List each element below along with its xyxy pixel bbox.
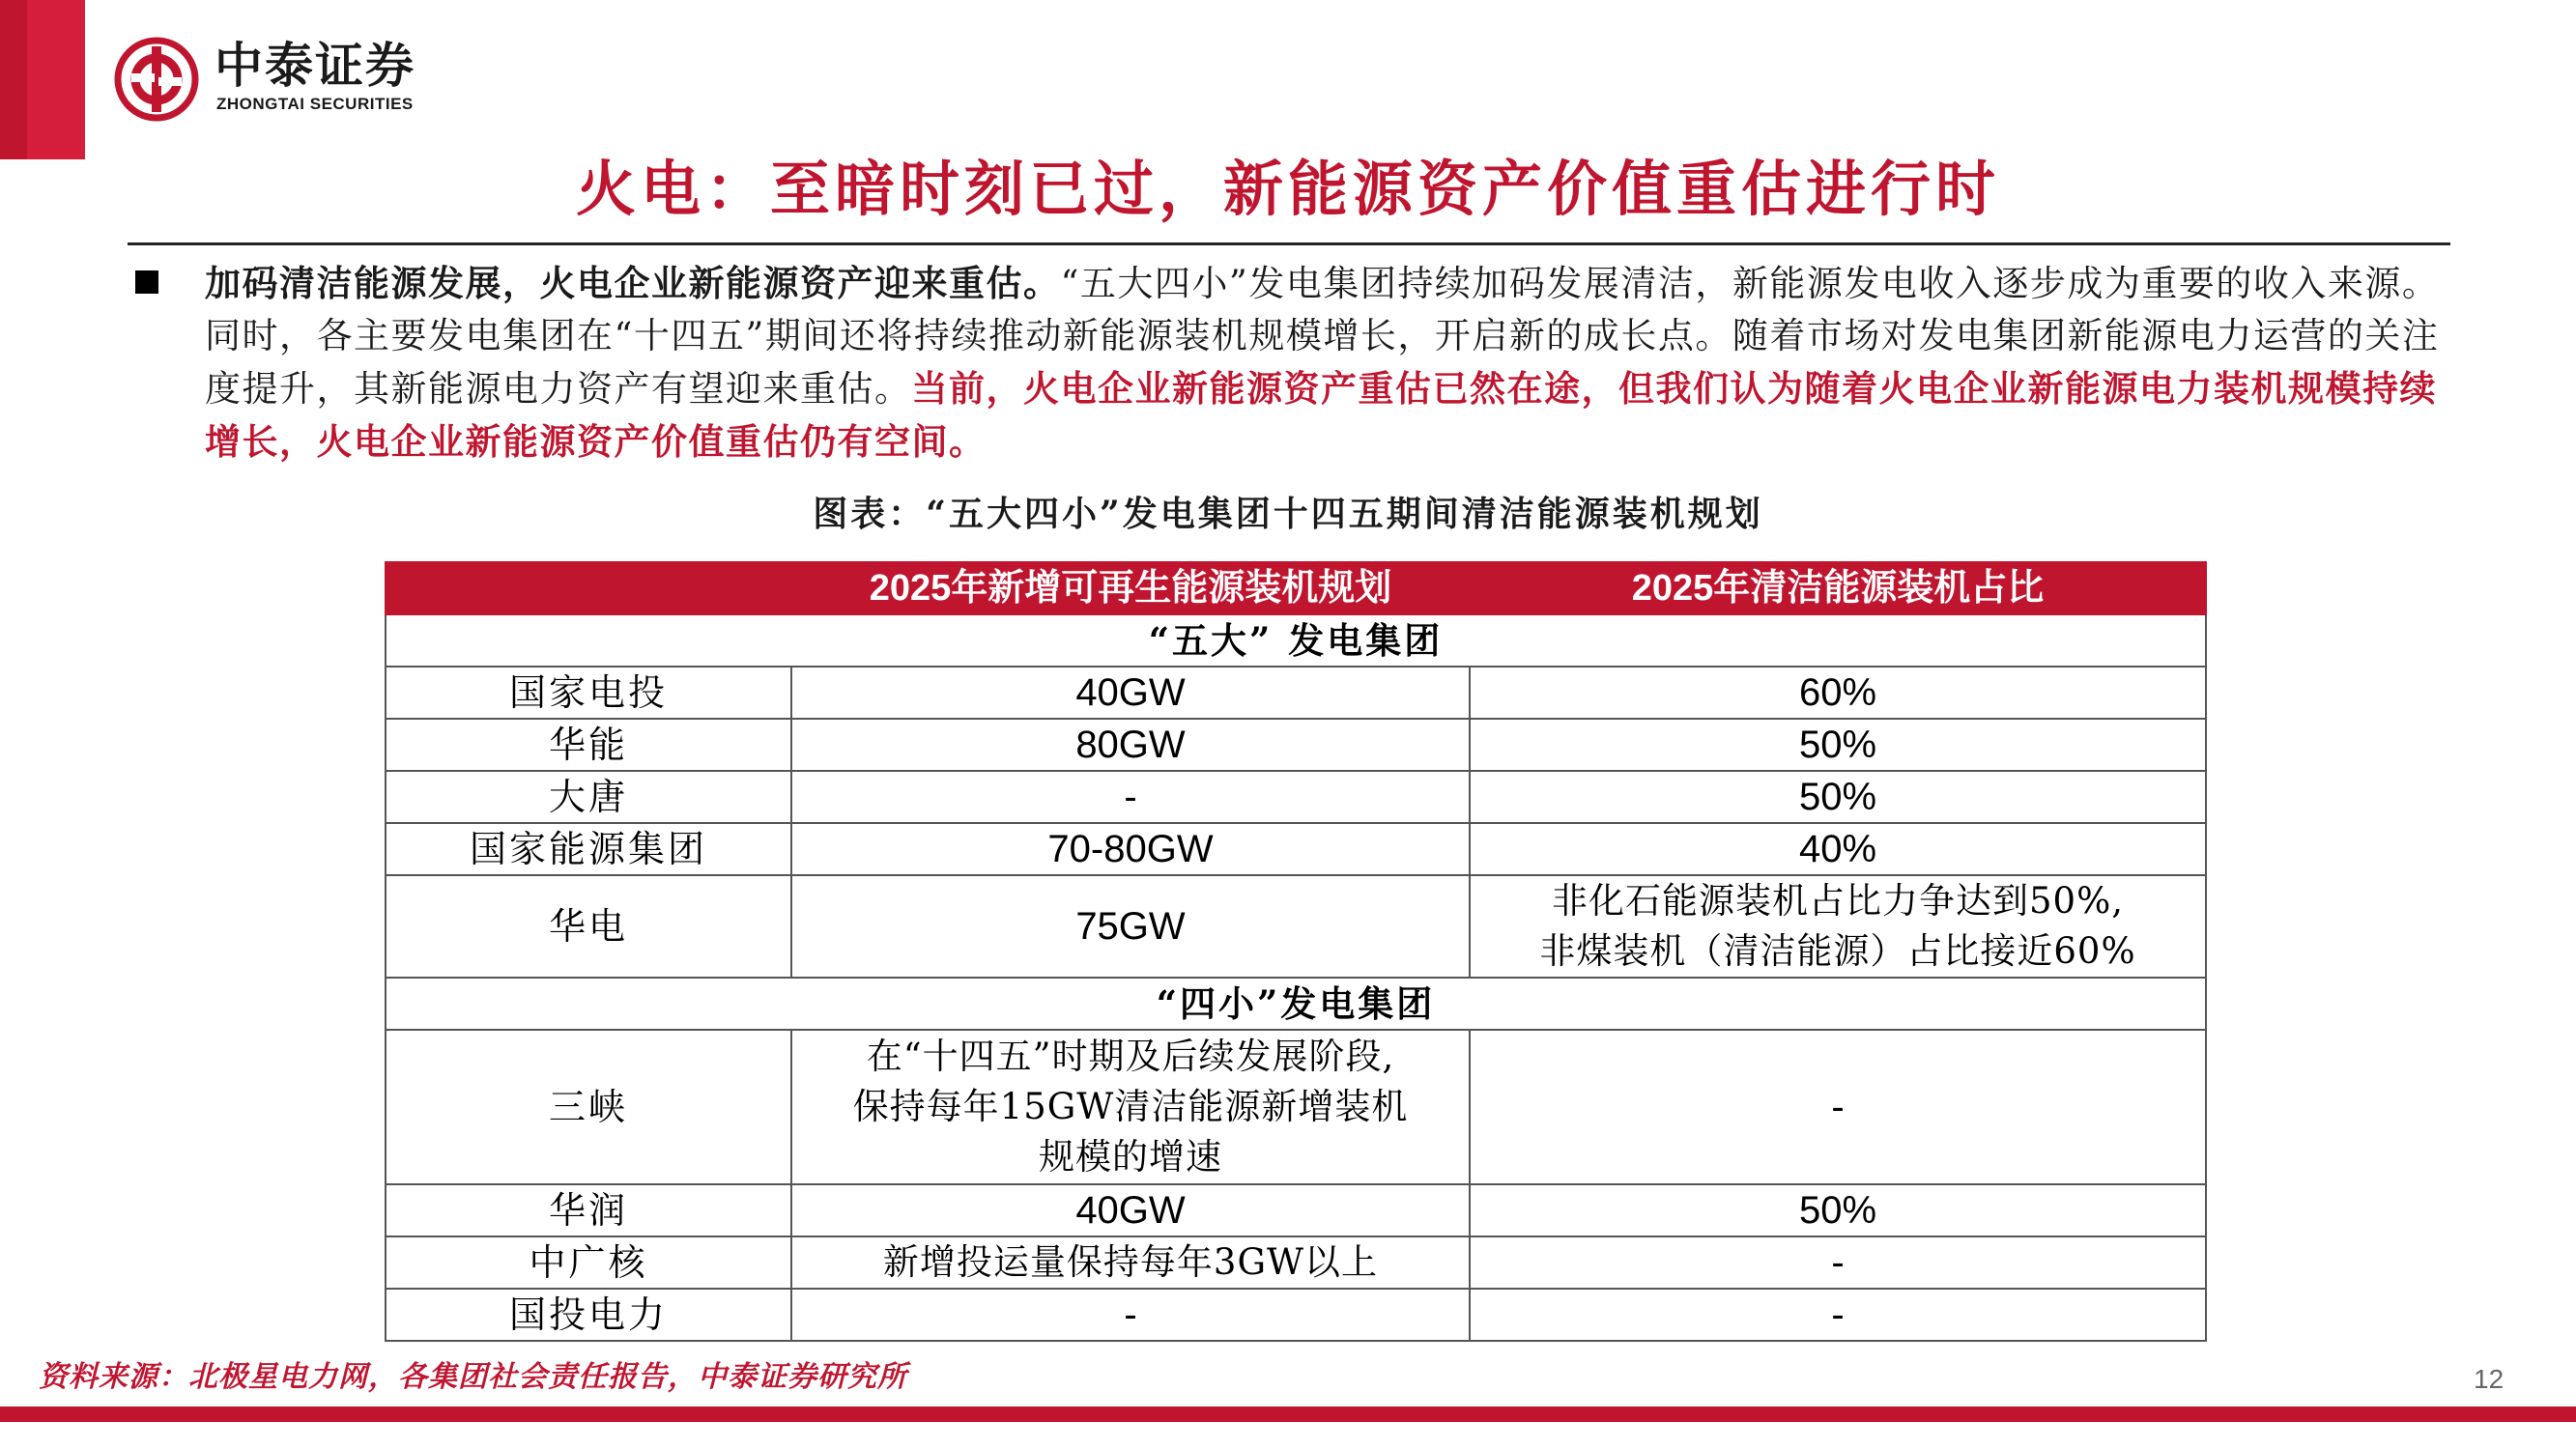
bottom-accent-bar [0, 1406, 2576, 1422]
plan-line: 保持每年15GW清洁能源新增装机 [852, 1086, 1409, 1127]
brand-name-en: ZHONGTAI SECURITIES [216, 95, 414, 113]
company-name: 华润 [386, 1184, 791, 1236]
table-row [386, 1289, 2206, 1341]
company-name: 华能 [386, 719, 791, 771]
table-group-row [386, 614, 2206, 667]
header-plan: 2025年新增可再生能源装机规划 [791, 562, 1470, 614]
table-row [386, 823, 2206, 875]
figure-caption: 图表：“五大四小”发电集团十四五期间清洁能源装机规划 [813, 494, 1763, 534]
company-name: 中广核 [386, 1236, 791, 1289]
header-share: 2025年清洁能源装机占比 [1470, 562, 2206, 614]
plan-value: 新增投运量保持每年3GW以上 [791, 1236, 1470, 1289]
share-value: - [1470, 1289, 2206, 1341]
share-value: - [1470, 1030, 2206, 1184]
share-value: 50% [1470, 719, 2206, 771]
table-row [386, 719, 2206, 771]
plan-value [791, 1030, 1470, 1184]
plan-value: 75GW [791, 875, 1470, 978]
body-text: “五大四小”发电集团持续加码发展清洁，新能源发电收入逐步成为重要的收入来源。同时，各主要发电集团在“十四五”期间还将持续推动新能源装机规模增长，开启新的成长点。随着市场对发电集团新能源电力运营的关注度提升，其新能源电力资产有望迎来重估。 [205, 263, 2440, 410]
page-number: 12 [2474, 1364, 2504, 1394]
table-group-row [386, 978, 2206, 1030]
company-name: 国投电力 [386, 1289, 791, 1341]
body-paragraph [205, 257, 2466, 469]
clean-energy-plan-table [385, 561, 2207, 1342]
group-small4-label: “四小”发电集团 [386, 978, 2206, 1030]
left-accent-bar [0, 0, 85, 159]
share-value: 40% [1470, 823, 2206, 875]
share-value: - [1470, 1236, 2206, 1289]
plan-line: 在“十四五”时期及后续发展阶段, [866, 1036, 1395, 1077]
table-header-row [386, 562, 2206, 614]
company-name: 三峡 [386, 1030, 791, 1184]
table-row [386, 1236, 2206, 1289]
brand-name-cn: 中泰证券 [215, 38, 415, 94]
share-line: 非化石能源装机占比力争达到50%, [1552, 880, 2124, 922]
page-title: 火电：至暗时刻已过，新能源资产价值重估进行时 [575, 154, 2000, 224]
left-accent-bar-inner [27, 0, 85, 159]
share-value [1470, 875, 2206, 978]
table-row [386, 1030, 2206, 1184]
share-value: 50% [1470, 771, 2206, 823]
zhongtai-logo-icon [114, 37, 199, 122]
plan-value: - [791, 771, 1470, 823]
plan-value: 80GW [791, 719, 1470, 771]
table-row [386, 1184, 2206, 1236]
bullet-square-icon [135, 270, 158, 294]
table-row [386, 771, 2206, 823]
header-company [386, 562, 791, 614]
share-value: 60% [1470, 667, 2206, 719]
plan-value: - [791, 1289, 1470, 1341]
company-name: 国家能源集团 [386, 823, 791, 875]
plan-value: 40GW [791, 1184, 1470, 1236]
plan-value: 70-80GW [791, 823, 1470, 875]
body-lead: 加码清洁能源发展，火电企业新能源资产迎来重估。 [205, 262, 1061, 304]
company-name: 华电 [386, 875, 791, 978]
title-divider [128, 242, 2450, 245]
brand-logo [114, 37, 462, 124]
plan-line: 规模的增速 [1039, 1136, 1222, 1178]
share-value: 50% [1470, 1184, 2206, 1236]
body-highlight: 当前，火电企业新能源资产重估已然在途，但我们认为随着火电企业新能源电力装机规模持续增长，火电企业新能源资产价值重估仍有空间。 [205, 367, 2437, 463]
company-name: 国家电投 [386, 667, 791, 719]
source-note: 资料来源：北极星电力网，各集团社会责任报告，中泰证券研究所 [39, 1360, 907, 1394]
share-line: 非煤装机（清洁能源）占比接近60% [1539, 930, 2136, 972]
table-row [386, 875, 2206, 978]
plan-value: 40GW [791, 667, 1470, 719]
group-big5-label: “五大” 发电集团 [386, 614, 2206, 667]
table-row [386, 667, 2206, 719]
company-name: 大唐 [386, 771, 791, 823]
